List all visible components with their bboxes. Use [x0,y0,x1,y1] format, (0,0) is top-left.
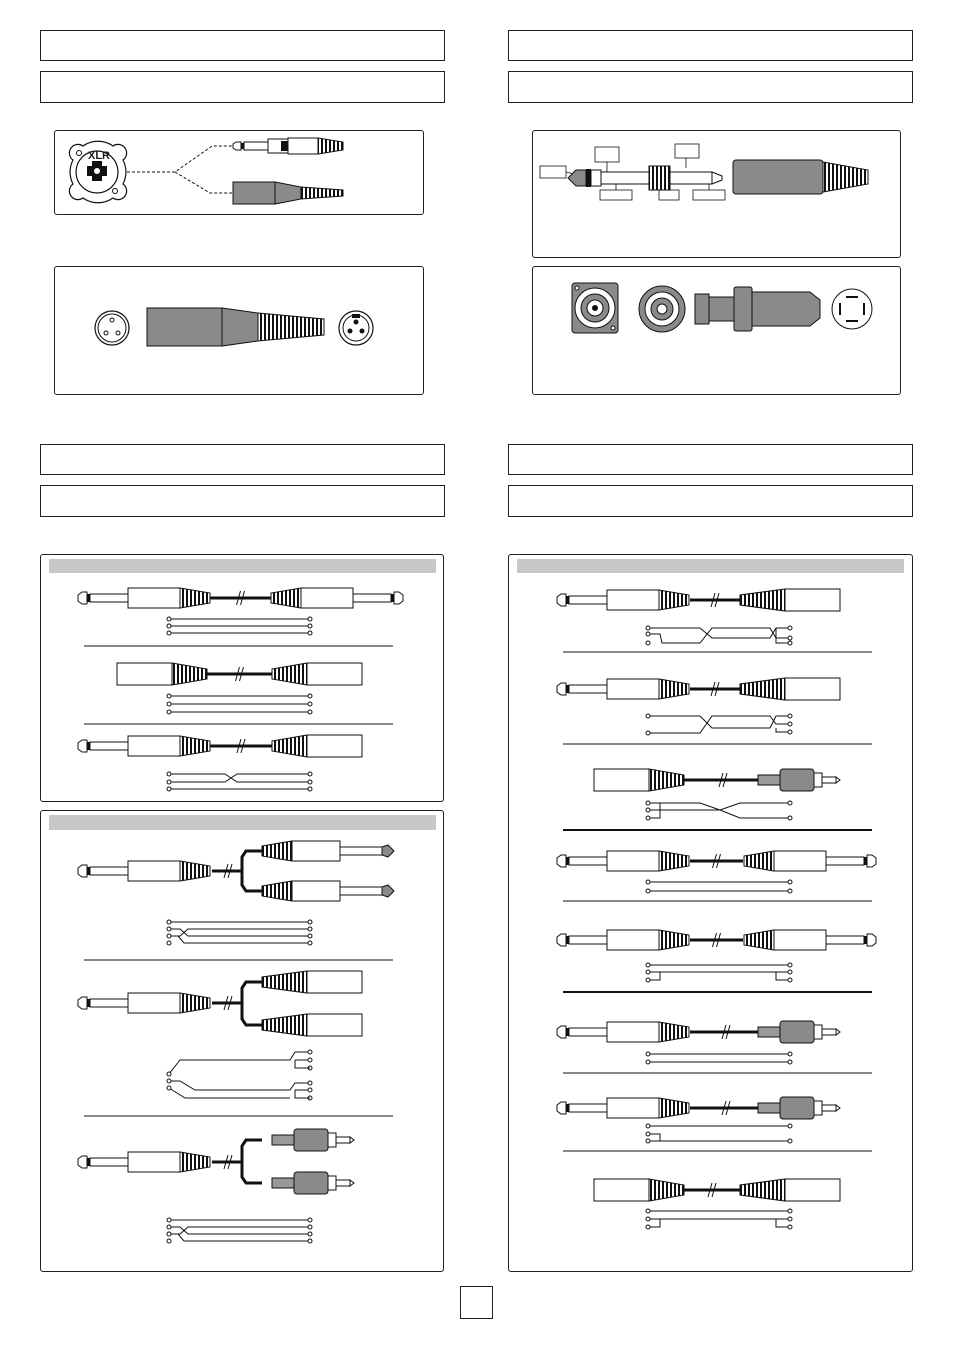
jack-plug-left [557,1022,689,1042]
wire-terminal [167,1079,171,1083]
wire-terminal [646,816,650,820]
rca-plug-right [758,1021,840,1043]
wire-terminal [167,694,171,698]
wire-terminal [308,927,312,931]
cable-line [690,1101,762,1115]
wire-terminal [308,694,312,698]
wire-terminal [308,1088,312,1092]
wire-terminal [167,787,171,791]
wire-diagram [648,628,790,643]
wire-terminal [788,1217,792,1221]
wire-terminal [646,880,650,884]
wire-terminal [308,1239,312,1243]
wire-terminal [646,641,650,645]
wire-terminal [788,722,792,726]
wire-terminal [646,963,650,967]
jack-plug-right [744,851,876,871]
speakon-plug-face [639,286,685,332]
wire-diagram [169,1227,310,1234]
wire-terminal [308,780,312,784]
wire-terminal [788,1209,792,1213]
wire-terminal [788,1139,792,1143]
speakon-pin-face [832,289,872,329]
wire-diagram [169,1227,310,1234]
jack-anatomy-sleeve [733,160,868,194]
wire-terminal [646,626,650,630]
wire-terminal [167,1086,171,1090]
wire-terminal [167,1232,171,1236]
wire-terminal [646,1132,650,1136]
wire-terminal [646,970,650,974]
wire-diagram [776,628,790,643]
jack-plug-left [557,679,689,699]
cable-line [207,667,272,681]
wire-terminal [308,772,312,776]
wire-terminal [788,641,792,645]
jack-plug-right [262,881,394,901]
wire-terminal [308,1225,312,1229]
cable-line [690,933,743,947]
wire-diagram [648,716,790,728]
jack-plug-right [744,930,876,950]
wire-terminal [788,1124,792,1128]
rca-plug-right [758,1097,840,1119]
xlr-plug-right [262,971,362,993]
xlr-plug-right [740,678,840,700]
rca-plug-right [272,1172,354,1194]
y-split-cable [212,982,262,1025]
wire-terminal [788,730,792,734]
wire-terminal [308,1081,312,1085]
wire-diagram [169,1052,310,1074]
wire-terminal [167,617,171,621]
wire-diagram [295,1060,310,1068]
wire-diagram [648,628,790,638]
wire-terminal [308,941,312,945]
wire-diagram [169,774,310,782]
wire-terminal [788,816,792,820]
wire-terminal [788,1060,792,1064]
wire-diagram [648,1134,790,1141]
cable-line [684,773,762,787]
wire-diagram [169,929,310,936]
wire-terminal [788,889,792,893]
wire-terminal [308,1050,312,1054]
xlr-female-face [95,311,129,345]
wire-terminal [167,1225,171,1229]
xlr-plug-left [117,663,207,685]
wire-terminal [788,626,792,630]
wire-terminal [308,1058,312,1062]
jack-plug-left [78,736,210,756]
xlr-cable-body [147,308,324,346]
wire-terminal [788,801,792,805]
cable-line [210,739,272,753]
wire-terminal [308,1218,312,1222]
jack-plug-left [557,851,689,871]
wire-diagram [660,1219,790,1227]
xlr-plug-left [594,769,684,791]
xlr-plug-right [262,1014,362,1036]
speakon-panel-socket [572,283,618,333]
wire-terminal [308,631,312,635]
cable-line [690,854,743,868]
wire-terminal [788,1225,792,1229]
wire-terminal [788,963,792,967]
jack-plug-left [557,930,689,950]
wire-terminal [646,1217,650,1221]
xlr-plug-right [272,663,362,685]
combo-dashed-lines [127,146,232,193]
rca-plug-right [758,769,840,791]
wire-terminal [646,1124,650,1128]
wire-terminal [788,1052,792,1056]
jack-plug-left [557,1098,689,1118]
jack-plug-left [78,588,210,608]
jack-plug-left [78,993,210,1013]
wire-terminal [308,624,312,628]
wire-terminal [308,710,312,714]
wire-terminal [646,632,650,636]
xlr-plug-right [272,735,362,757]
wire-diagram [178,936,310,943]
wire-terminal [308,787,312,791]
wire-diagram [648,716,790,733]
wire-terminal [646,714,650,718]
combo-jack-plug [233,138,343,154]
wire-terminal [646,1052,650,1056]
xlr-male-face [339,311,373,345]
wire-terminal [167,941,171,945]
wire-terminal [308,617,312,621]
wire-terminal [788,636,792,640]
speakon-plug-side [695,287,820,331]
wire-terminal [167,780,171,784]
wire-terminal [646,1139,650,1143]
wire-terminal [788,978,792,982]
wire-terminal [167,1239,171,1243]
wire-terminal [646,889,650,893]
wire-terminal [646,978,650,982]
xlr-plug-right [740,589,840,611]
xlr-plug-left [594,1179,684,1201]
wire-terminal [167,710,171,714]
y-split-cable [212,1140,262,1183]
wire-terminal [646,1225,650,1229]
wire-terminal [646,801,650,805]
wire-terminal [308,702,312,706]
wire-terminal [646,1209,650,1213]
wire-terminal [167,920,171,924]
wire-terminal [646,731,650,735]
jack-plug-right [262,841,394,861]
wire-diagram [295,1090,310,1098]
wire-terminal [167,772,171,776]
wire-diagram [169,1081,310,1090]
jack-plug-left [78,1152,210,1172]
wire-diagram [648,803,790,810]
cable-line [684,1183,740,1197]
wire-terminal [167,927,171,931]
wire-terminal [788,970,792,974]
rca-plug-right [272,1129,354,1151]
jack-plug-right [271,588,403,608]
wire-terminal [788,714,792,718]
xlr-label: XLR [88,150,110,162]
wire-terminal [167,1218,171,1222]
jack-plug-left [78,861,210,881]
wire-terminal [788,880,792,884]
cable-line [210,591,271,605]
jack-anatomy-plug [568,166,722,190]
wire-diagram [169,774,310,782]
cable-line [690,593,740,607]
y-split-cable [212,851,262,891]
wire-terminal [167,934,171,938]
wire-terminal [646,1060,650,1064]
wire-diagram [169,929,310,936]
wire-terminal [308,920,312,924]
wire-terminal [308,934,312,938]
wire-terminal [646,808,650,812]
combo-xlr-plug [233,182,343,204]
cable-line [690,1025,762,1039]
wire-terminal [167,631,171,635]
xlr-plug-right [740,1179,840,1201]
jack-plug-left [557,590,689,610]
cable-line [690,682,740,696]
wire-terminal [167,624,171,628]
wire-terminal [167,702,171,706]
wire-terminal [308,1232,312,1236]
wire-terminal [167,1072,171,1076]
wire-diagram [178,1234,310,1241]
